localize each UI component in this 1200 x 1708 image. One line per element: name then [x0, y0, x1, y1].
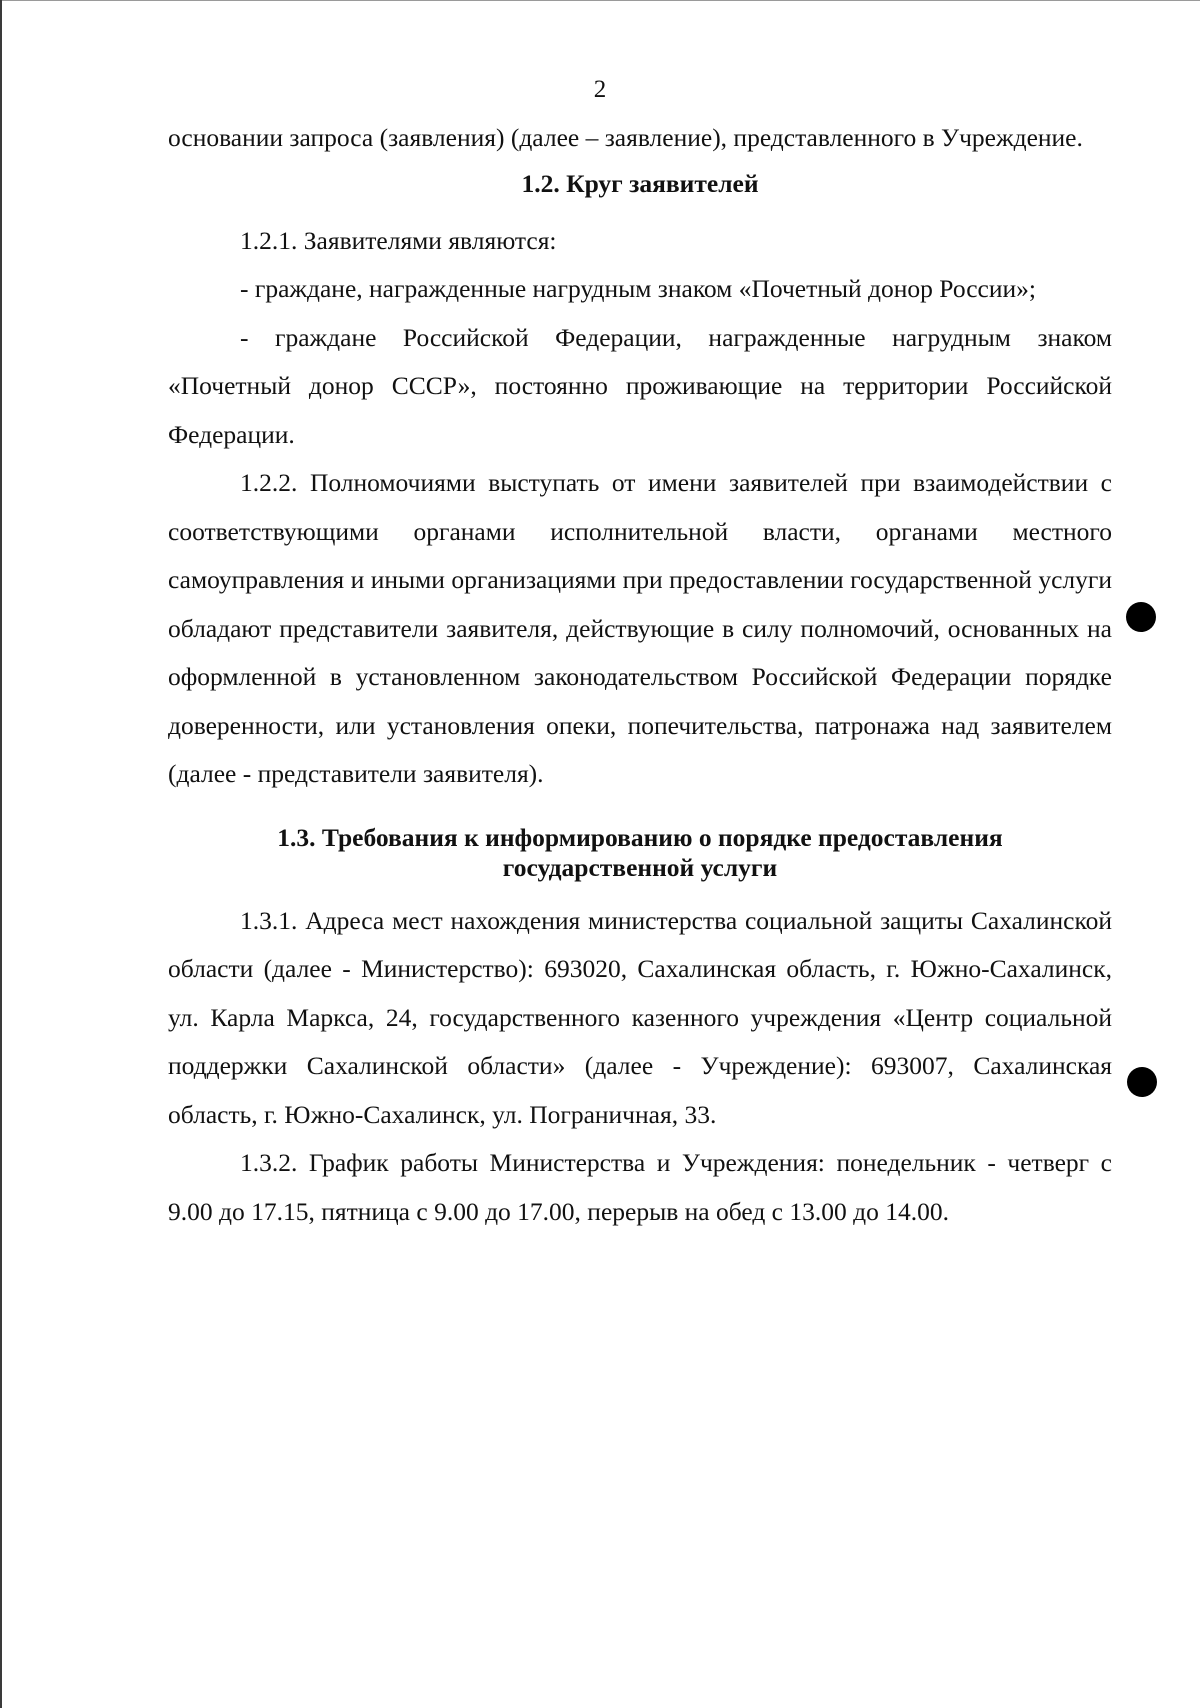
scan-edge-top — [0, 0, 1200, 1]
paragraph-1-2-2: 1.2.2. Полномочиями выступать от имени заявителей при взаимодействии с соответствующими органами исполнительной власти, органами местного самоуправления и иными организациями при предоставлении государственной услуги обладают представители заявителя, действующие в силу полномочий, основанных на оформленной в установленном законодательством Российской Федерации порядке доверенности, или установления опеки, попечительства, патронажа над заявителем (далее - представители заявителя). — [168, 468, 1112, 788]
punch-hole-mark — [1126, 602, 1156, 632]
section-heading-1-3-line-2: государственной услуги — [502, 852, 778, 882]
page-number: 2 — [593, 76, 607, 103]
section-heading-1-3 — [168, 823, 1112, 883]
scan-edge-left — [0, 0, 2, 1708]
paragraph-1-2-1: 1.2.1. Заявителями являются: — [240, 225, 557, 255]
paragraph-1-3-2: 1.3.2. График работы Министерства и Учреждения: понедельник - четверг с 9.00 до 17.15, пятница с 9.00 до 17.00, перерыв на обед с 13.00 до 14.00. — [168, 1148, 1112, 1226]
paragraph-1-3-1: 1.3.1. Адреса мест нахождения министерства социальной защиты Сахалинской области (далее - Министерство): 693020, Сахалинская область, г. Южно-Сахалинск, ул. Карла Маркса, 24, государственного казенного учреждения «Центр социальной поддержки Сахалинской области» (далее - Учреждение): 693007, Сахалинская область, г. Южно-Сахалинск, ул. Пограничная, 33. — [168, 905, 1112, 1129]
section-heading-1-3-line-1: 1.3. Требования к информированию о порядке предоставления — [277, 822, 1003, 852]
document-body — [168, 114, 1112, 1236]
punch-hole-mark — [1127, 1067, 1157, 1097]
paragraph-applicants-russia: - граждане, награжденные нагрудным знаком «Почетный донор России»; — [240, 274, 1036, 303]
paragraph-applicants-ussr: - граждане Российской Федерации, награжденные нагрудным знаком «Почетный донор СССР», постоянно проживающие на территории Российской Федерации. — [168, 322, 1112, 449]
paragraph-continuation: основании запроса (заявления) (далее – заявление), представленного в Учреждение. — [168, 123, 1083, 152]
section-heading-1-2: 1.2. Круг заявителей — [521, 168, 759, 198]
